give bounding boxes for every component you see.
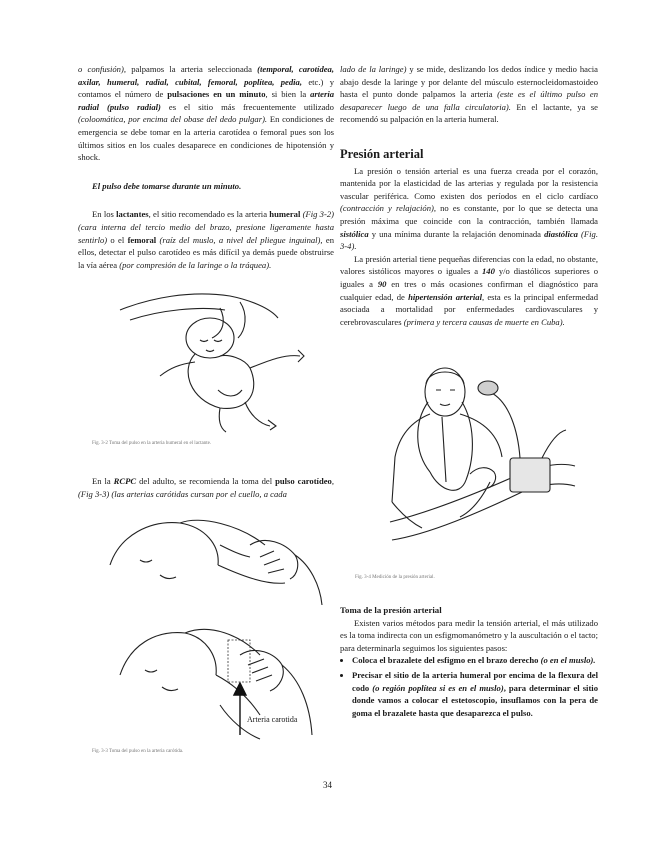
left-column (78, 63, 334, 271)
right-paragraph-3: La presión arterial tiene pequeñas diferencias con la edad, no obstante, valores sistólicos mayores o iguales a 140 y/o diastólicos superiores o iguales a 90 en tres o más ocasiones confirman el diagnóstico para cualquier edad, de hipertensión arterial, esta es la principal enfermedad asociada a mortalidad por enfermedades cardiovasculares y cerebrovasculares (primera y tercera causas de muerte en Cuba). (340, 253, 598, 327)
blood-pressure-figure (370, 362, 580, 567)
list-item: • Coloca el brazalete del esfigmo en el brazo derecho (o en el muslo). (352, 654, 598, 667)
figure-3-2-caption: Fig. 3-2 Toma del pulso en la arteria humeral en el lactante. (92, 441, 212, 446)
right-column (340, 63, 598, 328)
left-paragraph-1: o confusión), palpamos la arteria seleccionada (temporal, carotídea, axilar, humeral, radial, cubital, femoral, poplítea, pedia, etc.) y contamos el número de pulsaciones en un minuto, si bien la arteria radial (pulso radial) es el sitio más frecuentemente utilizado (coloomática, por encima del obase del dedo pulgar). En condiciones de emergencia se debe tomar en la arteria carotídea o femoral pues son los últimos sitios en los cuales desaparece en condiciones de hipotensión y shock. (78, 64, 335, 163)
blood-pressure-illustration (370, 362, 580, 567)
carotid-artery-label: Arteria carotida (247, 715, 298, 724)
page-number: 34 (323, 780, 332, 790)
section-title: Presión arterial (340, 146, 424, 161)
figure-3-4-caption: Fig. 3-4 Medición de la presión arterial. (355, 575, 435, 580)
infant-pulse-figure (100, 280, 320, 435)
left-paragraph-2: El pulso debe tomarse durante un minuto. (92, 180, 242, 191)
carotid-pulse-figure (100, 505, 325, 740)
left-paragraph-4: En la RCPC del adulto, se recomienda la toma del pulso carotídeo, (Fig 3-3) (las arterias carótidas cursan por el cuello, a cada (78, 476, 334, 499)
steps-list (340, 654, 598, 719)
infant-illustration (100, 280, 320, 435)
list-item: • Precisar el sitio de la arteria humeral por encima de la flexura del codo (o región poplítea si es en el muslo), para determinar el sitio donde vamos a colocar el estetoscopio, insuflamos con la pera de goma el brazalete hasta que desaparezca el pulso. (352, 669, 598, 719)
right-paragraph-2: La presión o tensión arterial es una fuerza creada por el corazón, mantenida por la elasticidad de las arterias y regulada por la resistencia vascular periférica. Como existen dos períodos en el ciclo cardíaco (contracción y relajación), no es constante, por lo que se detecta una presión máxima que coincide con la contracción, también llamada sistólica y una mínima durante la relajación denominada diastólica (Fig. 3-4). (340, 165, 599, 252)
carotid-illustration (100, 505, 325, 740)
left-paragraph-3: En los lactantes, el sitio recomendado es la arteria humeral (Fig 3-2) (cara interna del tercio medio del brazo, presione ligeramente hasta sentirlo) o el femoral (raíz del muslo, a nivel del pliegue inguinal), en ellos, detectar el pulso carotídeo es más difícil ya demás puede obstruirse la vía aérea (por compresión de la laringe o la tráquea). (78, 209, 334, 270)
figure-3-3-caption: Fig. 3-3 Toma del pulso en la arteria carótida. (92, 749, 184, 754)
right-paragraph-1: lado de la laringe) y se mide, deslizando los dedos índice y medio hacia abajo desde la laringe y por delante del músculo esternocleidomastoideo hasta el punto donde palpamos la arteria (este es el último pulso en desaparecer luego de una falla circulatoria). En el lactante, ya se recomendó su palpación en la arteria humeral. (340, 64, 598, 125)
right-lower-column (340, 604, 598, 721)
right-paragraph-4: Existen varios métodos para medir la tensión arterial, el más utilizado es la toma indirecta con un esfigmomanómetro y la auscultación o el tacto; para determinarla seguimos los siguientes pasos: (340, 617, 598, 653)
subsection-title: Toma de la presión arterial (340, 605, 442, 615)
